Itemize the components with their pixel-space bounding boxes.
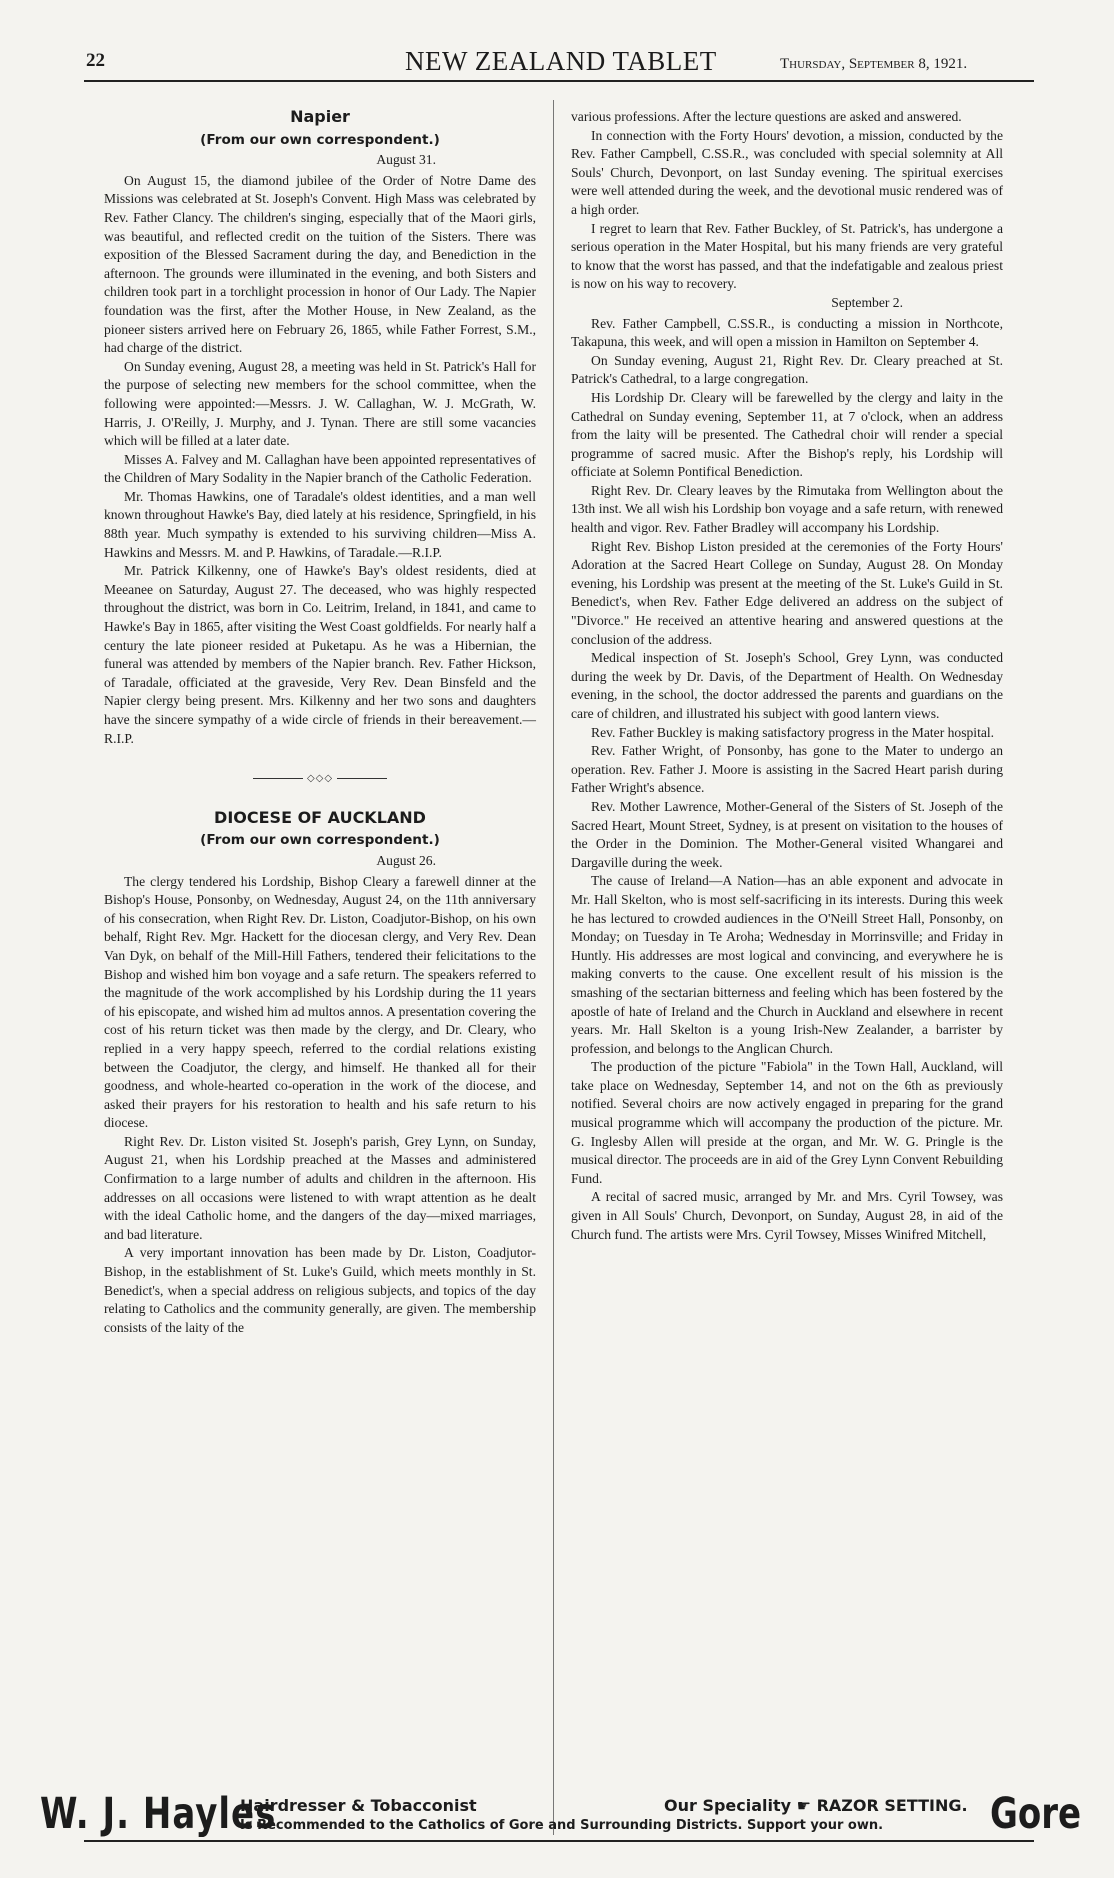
- hayles-advertisement: [40, 1786, 1090, 1866]
- article-paragraph: A recital of sacred music, arranged by Mr. and Mrs. Cyril Towsey, was given in All Souls' Church, Devonport, on Sunday, August 28, in aid of the Church fund. The artists were Mrs. Cyril Towsey, Misses Winifred Mitchell,: [571, 1189, 1003, 1242]
- dateline-napier: August 31.: [376, 152, 436, 168]
- right-column: [571, 108, 1003, 1244]
- left-column: [104, 108, 536, 1337]
- article-paragraph: Right Rev. Dr. Cleary leaves by the Rimutaka from Wellington about the 13th inst. We all wish his Lordship bon voyage and a safe return, with renewed health and vigor. Rev. Father Bradley will accompany his Lordship.: [571, 482, 1003, 536]
- advertiser-recommendation: Is Recommended to the Catholics of Gore and Surrounding Districts. Support your own.: [240, 1818, 884, 1833]
- issue-date: Thursday, September 8, 1921.: [780, 56, 968, 72]
- article-paragraph: On Sunday evening, August 28, a meeting was held in St. Patrick's Hall for the purpose of selecting new members for the school committee, when the following were appointed:—Messrs. J. W. Callaghan, W. J. McGrath, W. Harris, J. O'Reilly, J. Murphy, and J. Tynan. There are still some vacancies which will be filled at a later date.: [104, 358, 536, 449]
- dateline-auckland: August 26.: [376, 852, 436, 868]
- article-paragraph: Misses A. Falvey and M. Callaghan have been appointed representatives of the Children of Mary Sodality in the Napier branch of the Catholic Federation.: [104, 451, 536, 486]
- dateline-september: September 2.: [831, 294, 903, 310]
- section-divider-ornament: [104, 770, 536, 789]
- page-number: 22: [86, 50, 105, 71]
- masthead-title: NEW ZEALAND TABLET: [405, 46, 717, 76]
- article-paragraph: Rev. Father Wright, of Ponsonby, has gone to the Mater to undergo an operation. Rev. Father J. Moore is assisting in the Sacred Heart parish during Father Wright's absence.: [571, 743, 1003, 796]
- advertiser-town: Gore: [990, 1789, 1082, 1839]
- article-paragraph: Mr. Patrick Kilkenny, one of Hawke's Bay's oldest residents, died at Meeanee on Saturday, August 27. The deceased, who was highly respected throughout the district, was born in Co. Leitrim, Ireland, in 1841, and came to Hawke's Bay in 1865, after visiting the West Coast goldfields. For nearly half a century the late pioneer resided at Puketapu. As he was a Hibernian, the funeral was attended by members of the Napier branch. Rev. Father Hickson, of Taradale, officiated at the graveside, Very Rev. Dean Binsfeld and the Napier clergy being present. Mrs. Kilkenny and her two sons and daughters have the sincere sympathy of a wide circle of friends in their bereavement.—R.I.P.: [104, 563, 536, 746]
- article-paragraph: Rev. Father Campbell, C.SS.R., is conducting a mission in Northcote, Takapuna, this week, and will open a mission in Hamilton on September 4.: [571, 315, 1003, 350]
- article-paragraph: Rev. Mother Lawrence, Mother-General of the Sisters of St. Joseph of the Sacred Heart, Mount Street, Sydney, is at present on visitation to the houses of the Order in the Dominion. The Mother-General visited Whangarei and Dargaville during the week.: [571, 798, 1003, 870]
- article-paragraph: In connection with the Forty Hours' devotion, a mission, conducted by the Rev. Father Campbell, C.SS.R., was concluded with special solemnity at All Souls' Church, Devonport, on last Sunday evening. The spiritual exercises were well attended during the week, and the devotional music rendered was of a high order.: [571, 127, 1003, 217]
- page-header: [0, 0, 1114, 80]
- article-paragraph: The clergy tendered his Lordship, Bishop Cleary a farewell dinner at the Bishop's House, Ponsonby, on Wednesday, August 24, on the 11th anniversary of his consecration, when Right Rev. Dr. Liston, Coadjutor-Bishop, on his own behalf, Right Rev. Mgr. Hackett for the diocesan clergy, and Very Rev. Dean Van Dyk, on behalf of the Mill-Hill Fathers, tendered their felicitations to the Bishop and wished him bon voyage and a safe return. The speakers referred to the magnitude of the work accomplished by his Lordship during the 11 years of his episcopate, and wished him ad multos annos. A presentation covering the cost of his return ticket was then made by the clergy, and Dr. Cleary, who replied in a very happy speech, referred to the cordial relations existing between the Coadjutor, the clergy, and himself. He thanked all for their goodness, and whole-hearted co-operation in the work of the diocese, and asked their prayers for his restoration to health and his safe return to his diocese.: [104, 873, 536, 1131]
- section-subtitle-auckland: (From our own correspondent.): [200, 832, 440, 849]
- column-divider: [553, 100, 554, 1835]
- ornament-glyph: ◇◇◇: [306, 773, 334, 785]
- article-paragraph: Rev. Father Buckley is making satisfactory progress in the Mater hospital.: [591, 724, 995, 740]
- article-paragraph: Right Rev. Dr. Liston visited St. Joseph's parish, Grey Lynn, on Sunday, August 21, when his Lordship preached at the Masses and administered Confirmation to a large number of adults and children in the afternoon. His addresses on all occasions were listened to with wrapt attention as he dealt with the ideal Catholic home, and the dangers of the day—mixed marriages, and bad literature.: [104, 1133, 536, 1242]
- article-paragraph: various professions. After the lecture questions are asked and answered.: [571, 109, 962, 124]
- article-paragraph: A very important innovation has been made by Dr. Liston, Coadjutor-Bishop, in the establishment of St. Luke's Guild, which meets monthly in St. Benedict's, when a special address on religious subjects, and topics of the day relating to Catholics and the community generally, are given. The membership consists of the laity of the: [104, 1245, 536, 1335]
- advertiser-name: W. J. Hayles: [40, 1789, 277, 1839]
- article-paragraph: Medical inspection of St. Joseph's School, Grey Lynn, was conducted during the week by Dr. Davis, of the Department of Health. On Wednesday evening, in the school, the doctor addressed the parents and guardians on the care of children, and illustrated his subject with good lantern views.: [571, 650, 1003, 721]
- article-paragraph: The cause of Ireland—A Nation—has an able exponent and advocate in Mr. Hall Skelton, who is most self-sacrificing in its interests. During this week he has lectured to crowded audiences in the O'Neill Street Hall, Ponsonby, on Monday; on Tuesday in Te Aroha; Wednesday in Morrinsville; and Friday in Huntly. His addresses are most logical and convincing, and everywhere he is making converts to the cause. One excellent result of his mission is the smashing of the sectarian bitterness and feeling which has been fostered by the apostle of hate of Ireland and the Church in Auckland and elsewhere in recent years. Mr. Hall Skelton is a young Irish-New Zealander, a barrister by profession, and belongs to the Anglican Church.: [571, 873, 1003, 1056]
- advertiser-speciality: Our Speciality ☛ RAZOR SETTING.: [664, 1796, 968, 1815]
- napier-section: [104, 108, 536, 748]
- article-paragraph: The production of the picture "Fabiola" in the Town Hall, Auckland, will take place on Wednesday, September 14, and not on the 6th as previously notified. Several choirs are now actively engaged in preparing for the grand musical programme which will accompany the production of the picture. Mr. G. Inglesby Allen will preside at the organ, and Mr. W. G. Pringle is the musical director. The proceeds are in aid of the Grey Lynn Convent Rebuilding Fund.: [571, 1059, 1003, 1186]
- section-title-auckland: DIOCESE OF AUCKLAND: [214, 807, 426, 827]
- article-paragraph: Right Rev. Bishop Liston presided at the ceremonies of the Forty Hours' Adoration at the Sacred Heart College on Sunday, August 28. On Monday evening, his Lordship was present at the meeting of the St. Luke's Guild in St. Benedict's, when Rev. Father Edge delivered an address on the subject of "Divorce." He received an attentive hearing and answered questions at the conclusion of the address.: [571, 538, 1003, 647]
- section-title-napier: Napier: [290, 107, 350, 126]
- header-rule: [84, 80, 1034, 82]
- auckland-section: [104, 809, 536, 1338]
- article-paragraph: On Sunday evening, August 21, Right Rev. Dr. Cleary preached at St. Patrick's Cathedral, to a large congregation.: [571, 352, 1003, 387]
- article-paragraph: I regret to learn that Rev. Father Buckley, of St. Patrick's, has undergone a serious operation in the Mater Hospital, but his many friends are very grateful to know that the worst has passed, and that the indefatigable and zealous priest is now on his way to recovery.: [571, 220, 1003, 292]
- section-subtitle-napier: (From our own correspondent.): [200, 131, 440, 148]
- article-paragraph: On August 15, the diamond jubilee of the Order of Notre Dame des Missions was celebrated at St. Joseph's Convent. High Mass was celebrated by Rev. Father Clancy. The children's singing, especially that of the Maori girls, was beautiful, and reflected credit on the tuition of the Sisters. There was exposition of the Blessed Sacrament during the day, and Benediction in the afternoon. The grounds were illuminated in the evening, and both Sisters and children took part in a torchlight procession in honor of Our Lady. The Napier foundation was the first, after the Mother House, in New Zealand, as the pioneer sisters arrived here on February 26, 1865, while Father Forrest, S.M., had charge of the district.: [104, 172, 536, 356]
- advertiser-trade: Hairdresser & Tobacconist: [240, 1796, 477, 1815]
- article-paragraph: His Lordship Dr. Cleary will be farewelled by the clergy and laity in the Cathedral on Sunday evening, September 11, at 7 o'clock, when an address from the laity will be presented. The Cathedral choir will render a special programme of sacred music. After the Bishop's reply, his Lordship will officiate at Solemn Pontifical Benediction.: [571, 389, 1003, 480]
- article-paragraph: Mr. Thomas Hawkins, one of Taradale's oldest identities, and a man well known throughout Hawke's Bay, died lately at his residence, Springfield, in his 88th year. Much sympathy is extended to his surviving children—Miss A. Hawkins and Messrs. M. and P. Hawkins, of Taradale.—R.I.P.: [104, 488, 536, 560]
